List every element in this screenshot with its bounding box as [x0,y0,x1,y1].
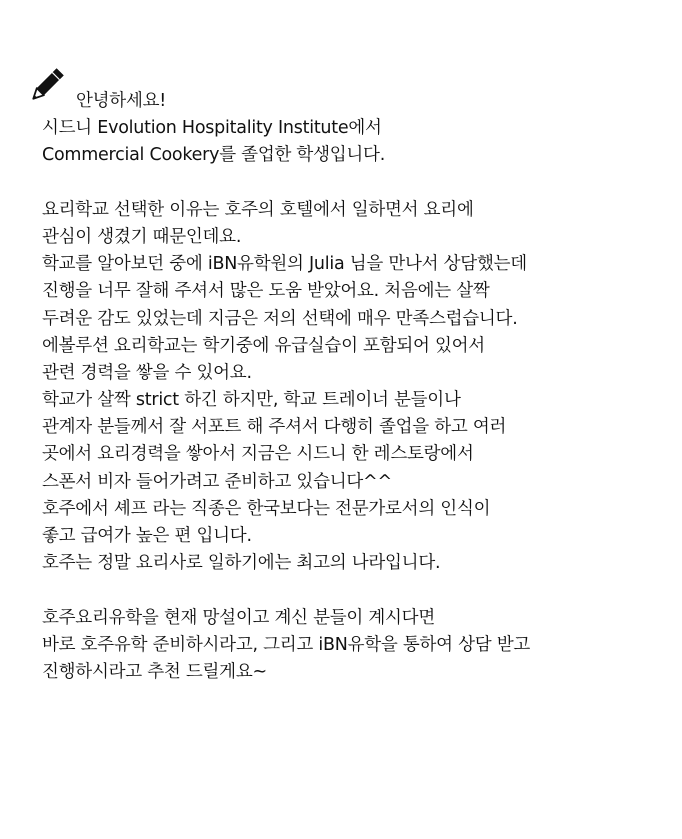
text-line: 호주는 정말 요리사로 일하기에는 최고의 나라입니다. [42,553,441,574]
text-line: 관심이 생겼기 때문인데요. [42,226,242,247]
text-line: 학교를 알아보던 중에 iBN유학원의 Julia 님을 만나서 상담했는데 [42,254,527,275]
greeting-line: 안녕하세요! [76,91,167,111]
text-line: 스폰서 비자 들어가려고 준비하고 있습니다^^ [42,471,392,492]
text-line: 두려운 감도 있었는데 지금은 저의 선택에 매우 만족스럽습니다. [42,308,518,329]
text-line: 에볼루션 요리학교는 학기중에 유급실습이 포함되어 있어서 [42,335,485,356]
text-line: 좋고 급여가 높은 편 입니다. [42,526,252,546]
text-line: 요리학교 선택한 이유는 호주의 호텔에서 일하면서 요리에 [42,199,474,220]
text-line: Commercial Cookery를 졸업한 학생입니다. [42,145,386,166]
text-line: 곳에서 요리경력을 쌓아서 지금은 시드니 한 레스토랑에서 [42,444,474,465]
text-line: 관계자 분들께서 잘 서포트 해 주셔서 다행히 졸업을 하고 여러 [42,417,507,438]
text-line: 호주요리유학을 현재 망설이고 계신 분들이 계시다면 [42,607,435,628]
blank-line [42,170,672,197]
testimonial-text [42,88,672,686]
text-line: 진행하시라고 추천 드릴게요~ [42,661,267,682]
text-line: 바로 호주유학 준비하시라고, 그리고 iBN유학을 통하여 상담 받고 [42,634,531,655]
blank-line [42,577,672,604]
text-line: 시드니 Evolution Hospitality Institute에서 [42,118,382,139]
text-line: 호주에서 셰프 라는 직종은 한국보다는 전문가로서의 인식이 [42,498,491,519]
text-line: 관련 경력을 쌓을 수 있어요. [42,362,252,383]
text-line: 진행을 너무 잘해 주셔서 많은 도움 받았어요. 처음에는 살짝 [42,281,490,302]
text-line: 학교가 살짝 strict 하긴 하지만, 학교 트레이너 분들이나 [42,390,461,411]
